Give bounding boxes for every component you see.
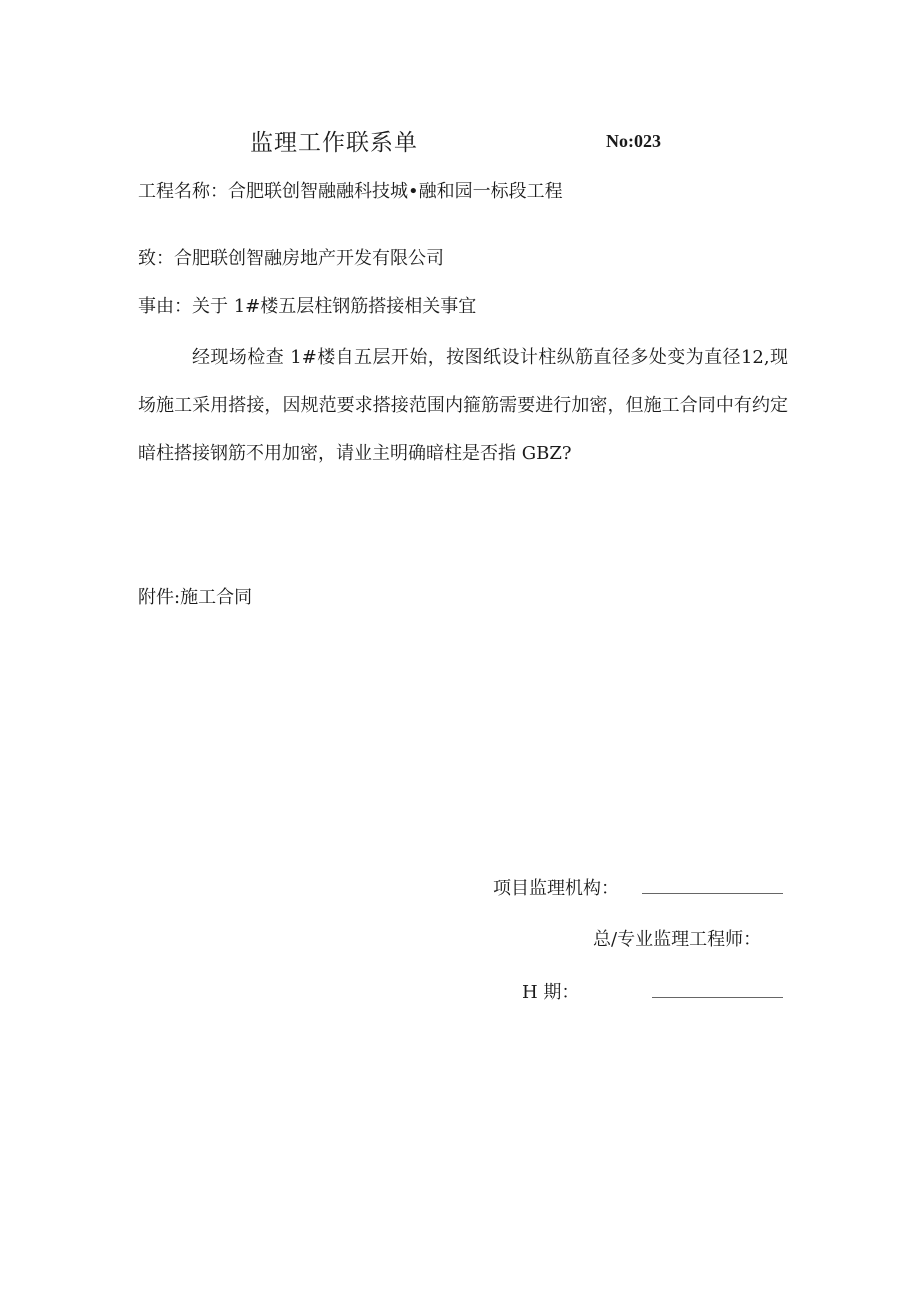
date-label: H 期： [522,982,580,1003]
project-name-label: 工程名称： [138,181,228,202]
subject-line [138,292,476,318]
recipient-label: 致： [138,248,174,269]
project-name-value: 合肥联创智融融科技城•融和园一标段工程 [228,181,563,202]
document-title: 监理工作联系单 [250,130,418,156]
recipient-line [138,244,444,270]
attachment-label: 附件: [138,587,181,608]
subject-value: 关于 1#楼五层柱钢筋搭接相关事宜 [192,296,477,317]
subject-label: 事由： [138,296,192,317]
supervising-engineer-label: 总/专业监理工程师： [593,929,762,950]
document-number: No:023 [606,131,661,151]
date-blank [652,997,783,998]
body-paragraph: 经现场检查 1#楼自五层开始，按图纸设计柱纵筋直径多处变为直径12,现场施工采用搭接，因规范要求搭接范围内箍筋需要进行加密，但施工合同中有约定暗柱搭接钢筋不用加密，请业主明确暗柱是否指 GBZ? [138,347,788,464]
supervision-org-blank [642,893,783,894]
project-name-line [138,177,563,203]
attachment-line [138,583,252,609]
attachment-value: 施工合同 [180,587,253,608]
recipient-value: 合肥联创智融房地产开发有限公司 [174,248,444,269]
supervision-org-label: 项目监理机构： [493,878,619,899]
